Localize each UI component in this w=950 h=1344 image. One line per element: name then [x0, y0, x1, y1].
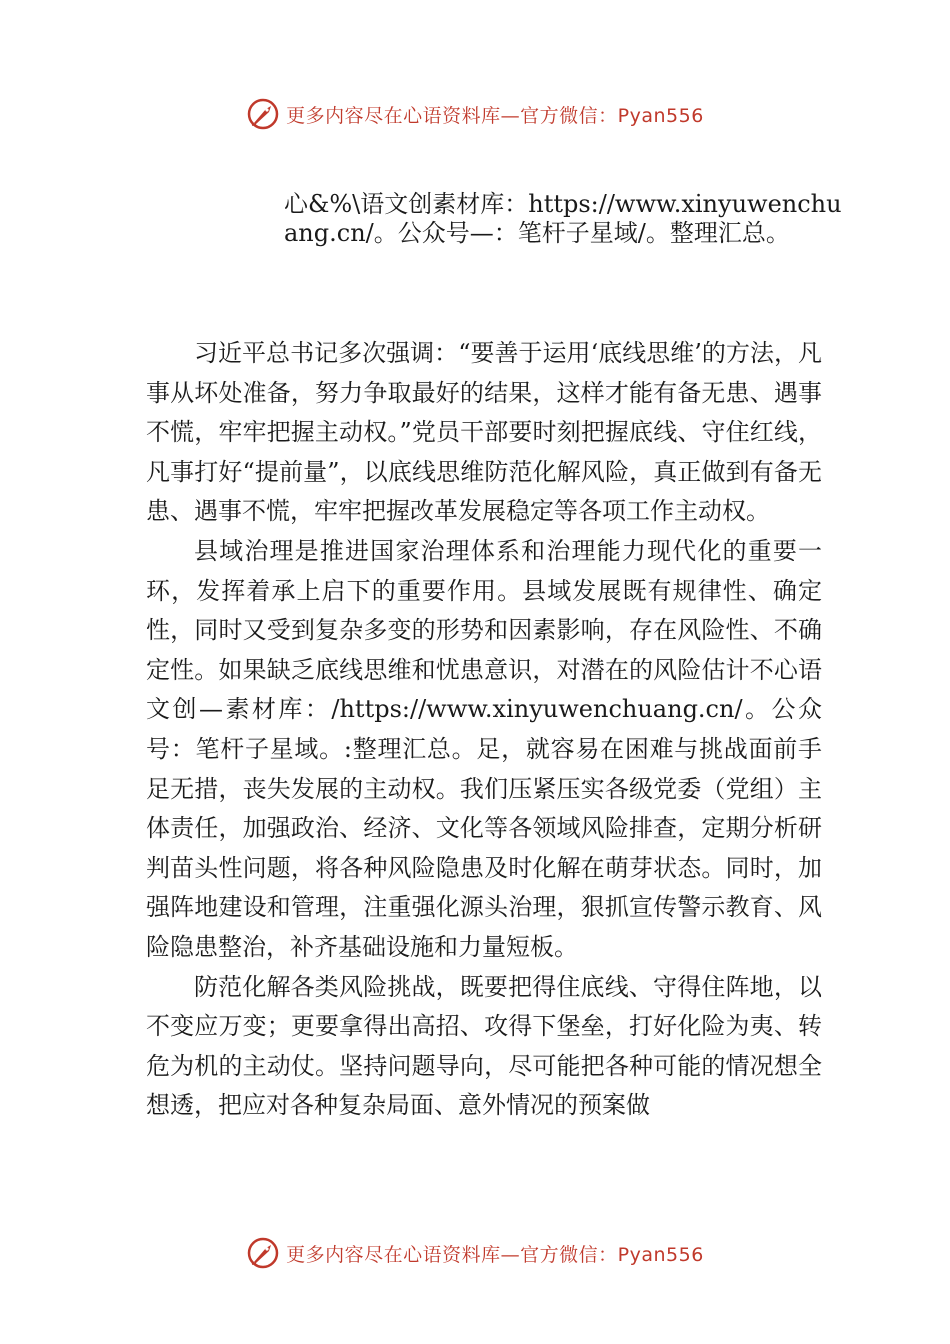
- paragraph-3: 防范化解各类风险挑战，既要把得住底线、守得住阵地，以不变应万变；更要拿得出高招、攻得下堡垒，打好化险为夷、转危为机的主动仗。坚持问题导向，尽可能把各种可能的情况想全想透，把应对各种复杂局面、意外情况的预案做: [146, 972, 822, 1120]
- header-banner-label: 更多内容尽在心语资料库—官方微信：: [286, 104, 618, 127]
- paragraph-1: 习近平总书记多次强调：“要善于运用‘底线思维’的方法，凡事从坏处准备，努力争取最好的结果，这样才能有备无患、遇事不慌，牢牢把握主动权。”党员干部要时刻把握底线、守住红线，凡事打好“提前量”，以底线思维防范化解风险，真正做到有备无患、遇事不慌，牢牢把握改革发展稳定等各项工作主动权。: [146, 339, 822, 526]
- footer-banner-wechat: Pyan556: [617, 1243, 704, 1266]
- footer-banner-text: [286, 1240, 704, 1267]
- footer-banner-inner: [246, 1236, 704, 1270]
- footer-banner: [0, 1233, 950, 1273]
- source-note: 心&%\语文创素材库：https://www.xinyuwenchuang.cn/。公众号—：笔杆子星域/。整理汇总。: [284, 190, 842, 247]
- header-banner-inner: [246, 97, 704, 131]
- pen-nib-logo-icon: [246, 97, 280, 131]
- header-banner-text: [286, 101, 704, 128]
- footer-banner-label: 更多内容尽在心语资料库—官方微信：: [286, 1243, 618, 1266]
- header-banner-wechat: Pyan556: [617, 104, 704, 127]
- header-banner: [0, 94, 950, 134]
- body-text: [146, 334, 822, 1126]
- paragraph-2: 县域治理是推进国家治理体系和治理能力现代化的重要一环，发挥着承上启下的重要作用。县域发展既有规律性、确定性，同时又受到复杂多变的形势和因素影响，存在风险性、不确定性。如果缺乏底线思维和忧患意识，对潜在的风险估计不心语文创—素材库：/https://www.xinyuwenchuang.cn/。公众号：笔杆子星域。:整理汇总。足，就容易在困难与挑战面前手足无措，丧失发展的主动权。我们压紧压实各级党委（党组）主体责任，加强政治、经济、文化等各领域风险排查，定期分析研判苗头性问题，将各种风险隐患及时化解在萌芽状态。同时，加强阵地建设和管理，注重强化源头治理，狠抓宣传警示教育、风险隐患整治，补齐基础设施和力量短板。: [146, 536, 822, 961]
- pen-nib-logo-icon: [246, 1236, 280, 1270]
